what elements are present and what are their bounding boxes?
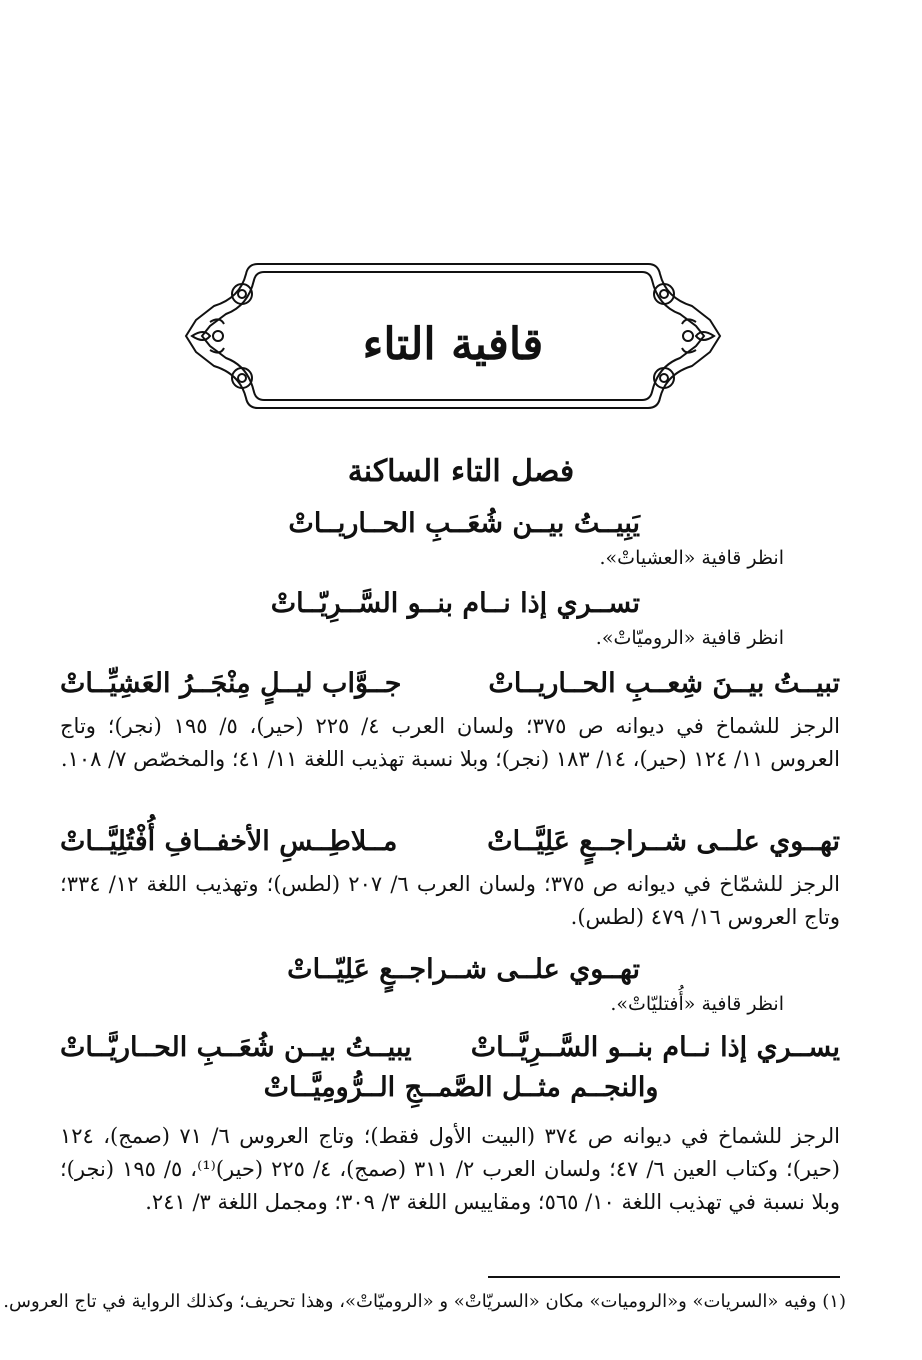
source-note: الرجز للشماخ في ديوانه ص ٣٧٥؛ ولسان العرب ٤/ ٢٢٥ (حير)، ٥/ ١٩٥ (نجر)؛ وتاج العروس ١١/ ١٢٤ (حير)، ١٤/ ١٨٣ (نجر)؛ وبلا نسبة تهذيب اللغة ١١/ ٤١؛ والمخصّص ٧/ ١٠٨. [60, 714, 841, 771]
first-hemistich: تهــوي علــى شــراجــعٍ عَلِيَّــاتْ [487, 826, 840, 857]
verse-line: والنجــم مثــل الصَّمــجِ الــرُّومِيَّــاتْ [263, 1072, 659, 1103]
source-note: الرجز للشماخ في ديوانه ص ٣٧٤ (البيت الأول فقط)؛ وتاج العروس ٦/ ٧١ (صمج)، ١٢٤ (حير)؛ وكتاب العين ٦/ ٤٧؛ ولسان العرب ٢/ ٣١١ (صمج)، ٤/ ٢٢٥ (حير)⁽¹⁾، ٥/ ١٩٥ (نجر)؛ وبلا نسبة في تهذيب اللغة ١٠/ ٥٦٥؛ ومقاييس اللغة ٣/ ٣٠٩؛ ومجمل اللغة ٣/ ٢٤١. [60, 1124, 840, 1214]
footnote: (١) وفيه «السريات» و«الروميات» مكان «السريّاتْ» و «الروميّاتْ»، وهذا تحريف؛ وكذلك الرواية في تاج العروس. [3, 1291, 846, 1312]
chapter-title: قافية التاء [362, 319, 544, 370]
source-note: الرجز للشمّاخ في ديوانه ص ٣٧٥؛ ولسان العرب ٦/ ٢٠٧ (لطس)؛ وتهذيب اللغة ١٢/ ٣٣٤؛ وتاج العروس ١٦/ ٤٧٩ (لطس). [60, 872, 840, 929]
verse-line: يَبِيــتُ بيــن شُعَــبِ الحــاريــاتْ [288, 508, 640, 539]
verse-line: تهــوي علــى شــراجــعٍ عَلِيّــاتْ [287, 954, 640, 985]
cross-reference: انظر قافية «الروميّاتْ». [595, 627, 784, 649]
verse-line: تســري إذا نــام بنــو السَّــرِيّــاتْ [270, 588, 640, 619]
first-hemistich: يســري إذا نــام بنــو السَّــرِيَّــاتْ [470, 1032, 840, 1063]
cross-reference: انظر قافية «أُفتليّاتْ». [610, 993, 784, 1015]
cross-reference: انظر قافية «العشياتْ». [599, 547, 784, 569]
second-hemistich: يبيــتُ بيــن شُعَــبِ الحــاريَّــاتْ [60, 1032, 412, 1063]
second-hemistich: مــلاطِــسِ الأخفــافِ أُفْتُلِيَّــاتْ [60, 826, 398, 857]
section-title: فصل التاء الساكنة [347, 454, 575, 489]
second-hemistich: جــوَّاب ليــلٍ مِنْجَــرُ العَشِيِّــاتْ [60, 668, 402, 699]
first-hemistich: تبيــتُ بيــنَ شِعــبِ الحــاريــاتْ [488, 668, 840, 699]
footnote-rule [488, 1276, 840, 1278]
